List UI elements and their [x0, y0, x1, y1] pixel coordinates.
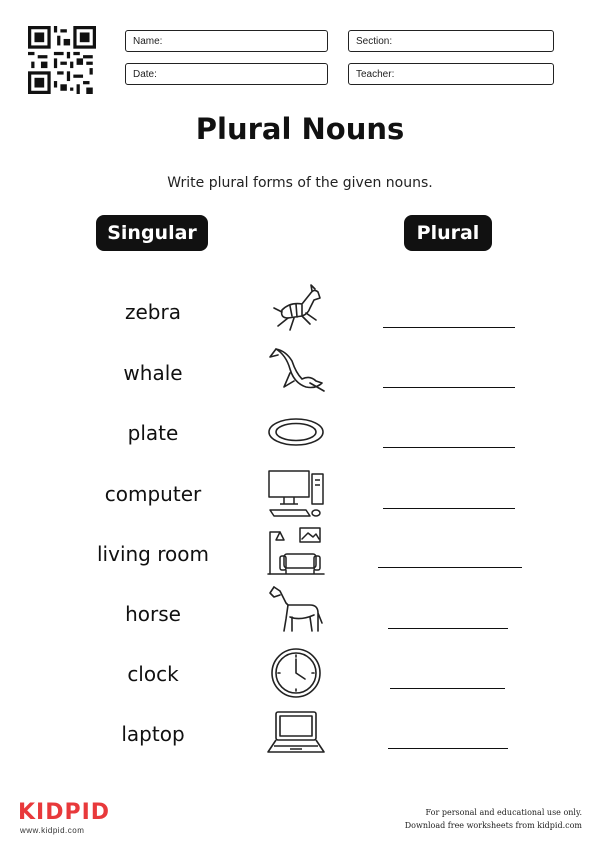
singular-column-header: Singular: [96, 215, 208, 251]
qr-code-icon: [28, 26, 96, 94]
computer-icon: [266, 466, 326, 520]
noun-word: living room: [97, 542, 209, 566]
answer-line[interactable]: [383, 387, 515, 388]
zebra-icon: [266, 280, 326, 334]
noun-word: horse: [125, 602, 181, 626]
date-field[interactable]: [125, 63, 328, 85]
answer-line[interactable]: [378, 567, 522, 568]
living-room-icon: [266, 524, 326, 578]
whale-icon: [266, 343, 326, 397]
kidpid-logo: [18, 800, 110, 825]
laptop-icon: [266, 706, 326, 760]
section-field[interactable]: [348, 30, 554, 52]
plate-icon: [266, 405, 326, 459]
answer-line[interactable]: [388, 748, 508, 749]
noun-word: laptop: [121, 722, 185, 746]
horse-icon: [266, 583, 326, 637]
instructions: Write plural forms of the given nouns.: [167, 175, 433, 191]
noun-word: plate: [127, 421, 179, 445]
footer-line-2: Download free worksheets from kidpid.com: [404, 821, 582, 830]
answer-line[interactable]: [383, 327, 515, 328]
noun-word: zebra: [125, 300, 181, 324]
teacher-field[interactable]: [348, 63, 554, 85]
logo-text: KIDPID: [18, 800, 111, 825]
clock-icon: [266, 646, 326, 700]
name-field-label: Name:: [133, 36, 163, 47]
noun-word: whale: [123, 361, 183, 385]
answer-line[interactable]: [383, 508, 515, 509]
noun-word: clock: [127, 662, 179, 686]
answer-line[interactable]: [388, 628, 508, 629]
footer-line-1: For personal and educational use only.: [425, 808, 582, 817]
page-title: Plural Nouns: [195, 112, 405, 146]
plural-column-header: Plural: [404, 215, 492, 251]
logo-url: www.kidpid.com: [20, 826, 85, 835]
name-field[interactable]: [125, 30, 328, 52]
section-field-label: Section:: [356, 36, 393, 47]
footer-note: [405, 806, 582, 832]
answer-line[interactable]: [383, 447, 515, 448]
answer-line[interactable]: [390, 688, 505, 689]
teacher-field-label: Teacher:: [356, 69, 395, 80]
date-field-label: Date:: [133, 69, 157, 80]
noun-word: computer: [104, 482, 202, 506]
